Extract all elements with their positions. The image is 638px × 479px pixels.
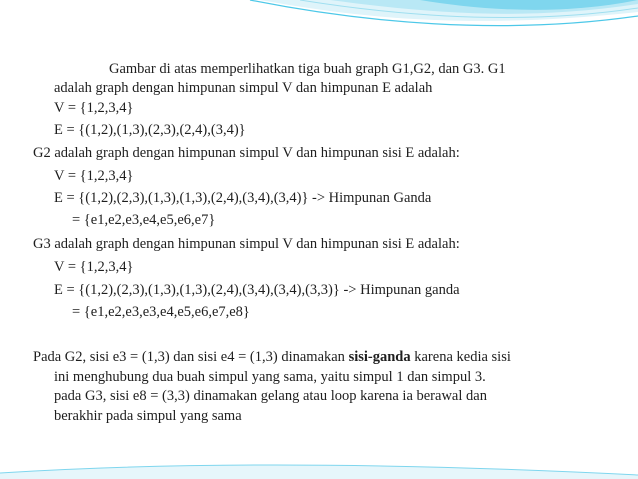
paragraph-conclusion-line-1 xyxy=(33,347,511,367)
paragraph-conclusion-line-4: berakhir pada simpul yang sama xyxy=(54,408,242,424)
paragraph-conclusion-line-3: pada G3, sisi e8 = (3,3) dinamakan gelang atau loop karena ia berawal dan xyxy=(54,388,487,404)
paragraph-conclusion-line-2: ini menghubung dua buah simpul yang sama, yaitu simpul 1 dan simpul 3. xyxy=(54,369,486,385)
g2-vertex-set: V = {1,2,3,4} xyxy=(54,168,134,184)
g3-edge-set: E = {(1,2),(2,3),(1,3),(1,3),(2,4),(3,4),(3,4),(3,3)} -> Himpunan ganda xyxy=(54,282,460,298)
conclusion-text-b: karena kedia sisi xyxy=(410,349,511,365)
g2-edge-set: E = {(1,2),(2,3),(1,3),(1,3),(2,4),(3,4),(3,4)} -> Himpunan Ganda xyxy=(54,190,432,206)
g1-vertex-set: V = {1,2,3,4} xyxy=(54,100,134,116)
g3-definition: G3 adalah graph dengan himpunan simpul V dan himpunan sisi E adalah: xyxy=(33,236,460,252)
paragraph-intro-line-2: adalah graph dengan himpunan simpul V dan himpunan E adalah xyxy=(54,80,433,96)
g1-edge-set: E = {(1,2),(1,3),(2,3),(2,4),(3,4)} xyxy=(54,122,246,138)
g2-definition: G2 adalah graph dengan himpunan simpul V dan himpunan sisi E adalah: xyxy=(33,145,460,161)
g3-edge-labels: = {e1,e2,e3,e3,e4,e5,e6,e7,e8} xyxy=(72,304,250,320)
decorative-top-wave xyxy=(0,0,638,60)
term-sisi-ganda: sisi-ganda xyxy=(348,349,411,365)
decorative-bottom-wave xyxy=(0,449,638,479)
paragraph-intro-line-1: Gambar di atas memperlihatkan tiga buah graph G1,G2, dan G3. G1 xyxy=(109,61,506,77)
conclusion-text-a: Pada G2, sisi e3 = (1,3) dan sisi e4 = (1,3) dinamakan xyxy=(33,349,349,365)
g3-vertex-set: V = {1,2,3,4} xyxy=(54,259,134,275)
g2-edge-labels: = {e1,e2,e3,e4,e5,e6,e7} xyxy=(72,212,216,228)
